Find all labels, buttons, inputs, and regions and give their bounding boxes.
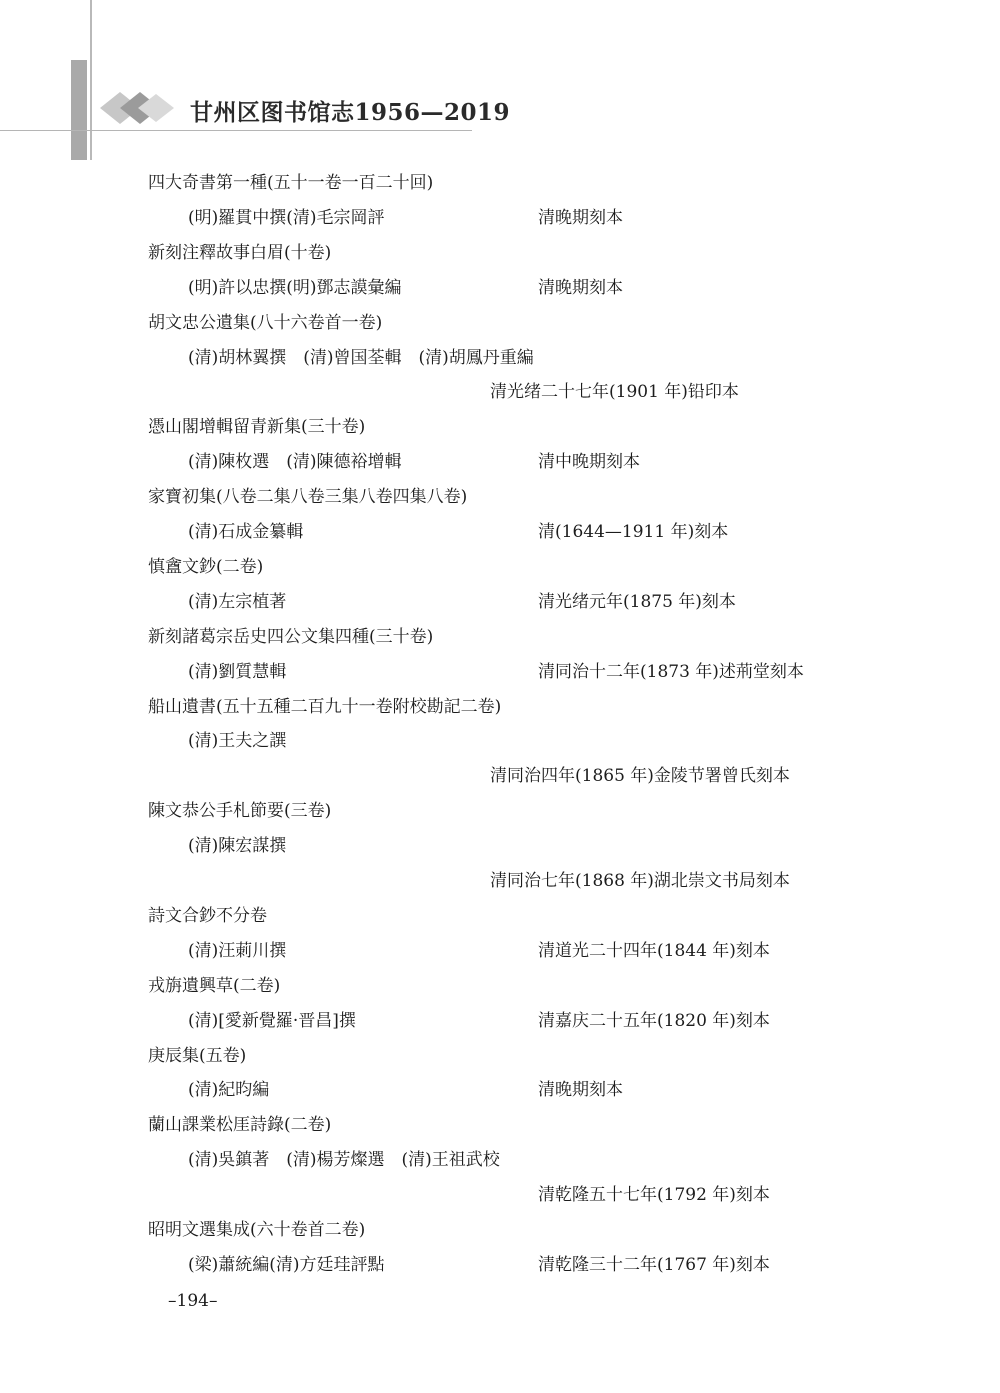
entry-title: 昭明文選集成(六十卷首二卷) — [148, 1220, 366, 1240]
entry-edition: 清晚期刻本 — [538, 277, 623, 298]
entry-edition: 清光绪元年(1875 年)刻本 — [538, 591, 736, 612]
entry-edition: 清乾隆三十二年(1767 年)刻本 — [538, 1254, 770, 1275]
entry-title: 新刻注釋故事白眉(十卷) — [148, 242, 332, 263]
entry-author: (清)王夫之譔 — [188, 731, 287, 752]
entry-author: (清)陳宏謀撰 — [188, 836, 287, 857]
entry-author: (明)羅貫中撰(清)毛宗岡評 — [188, 207, 385, 228]
entry-title: 憑山閣增輯留青新集(三十卷) — [148, 417, 366, 438]
running-header-title: 甘州区图书馆志1956—2019 — [190, 99, 511, 126]
entry-title: 戎旃遺興草(二卷) — [148, 975, 281, 996]
entry-edition: 清同治七年(1868 年)湖北崇文书局刻本 — [490, 871, 790, 891]
entry-edition: 清晚期刻本 — [538, 1080, 623, 1101]
entry-author: (明)許以忠撰(明)鄧志謨彙編 — [188, 277, 402, 298]
entry-title: 庚辰集(五卷) — [148, 1045, 247, 1066]
entry-title: 船山遺書(五十五種二百九十一卷附校勘記二卷) — [148, 696, 502, 717]
entry-author: (清)紀昀編 — [188, 1080, 270, 1101]
entry-title: 陳文恭公手札節要(三卷) — [148, 801, 332, 822]
entry-edition: 清同治十二年(1873 年)述荊堂刻本 — [538, 661, 804, 682]
entry-title: 蘭山課業松厓詩錄(二卷) — [148, 1115, 332, 1136]
entry-author: (清)[愛新覺羅·晋昌]撰 — [188, 1010, 356, 1031]
entry-title: 胡文忠公遺集(八十六卷首一卷) — [148, 312, 383, 333]
entry-author: (清)左宗植著 — [188, 591, 287, 612]
entry-edition: 清中晚期刻本 — [538, 452, 640, 473]
entry-edition: 清嘉庆二十五年(1820 年)刻本 — [538, 1010, 770, 1031]
entry-title: 慎盦文鈔(二卷) — [148, 556, 264, 577]
entry-author: (清)吳鎮著 (清)楊芳燦選 (清)王祖武校 — [188, 1150, 500, 1171]
entry-author: (清)石成金纂輯 — [188, 522, 304, 542]
entry-author: (清)陳枚選 (清)陳德裕增輯 — [188, 452, 402, 473]
entry-title: 新刻諸葛宗岳史四公文集四種(三十卷) — [148, 626, 434, 647]
entry-title: 家寶初集(八卷二集八卷三集八卷四集八卷) — [148, 487, 468, 508]
entry-edition: 清同治四年(1865 年)金陵节署曾氏刻本 — [490, 766, 790, 787]
entry-author: (清)汪莿川撰 — [188, 940, 287, 961]
entry-edition: 清晚期刻本 — [538, 207, 623, 228]
page-number: –194– — [168, 1291, 218, 1311]
entry-edition: 清道光二十四年(1844 年)刻本 — [538, 940, 770, 961]
entry-edition: 清乾隆五十七年(1792 年)刻本 — [538, 1185, 770, 1206]
entry-edition: 清(1644—1911 年)刻本 — [538, 522, 729, 542]
entry-author: (清)劉質慧輯 — [188, 661, 287, 682]
entry-author: (梁)蕭統編(清)方廷珪評點 — [188, 1254, 385, 1275]
entry-title: 詩文合鈔不分卷 — [148, 905, 267, 926]
entry-author: (清)胡林翼撰 (清)曾国荃輯 (清)胡鳳丹重編 — [188, 347, 534, 368]
entry-title: 四大奇書第一種(五十一卷一百二十回) — [148, 173, 434, 193]
entry-edition: 清光绪二十七年(1901 年)铅印本 — [490, 382, 739, 403]
